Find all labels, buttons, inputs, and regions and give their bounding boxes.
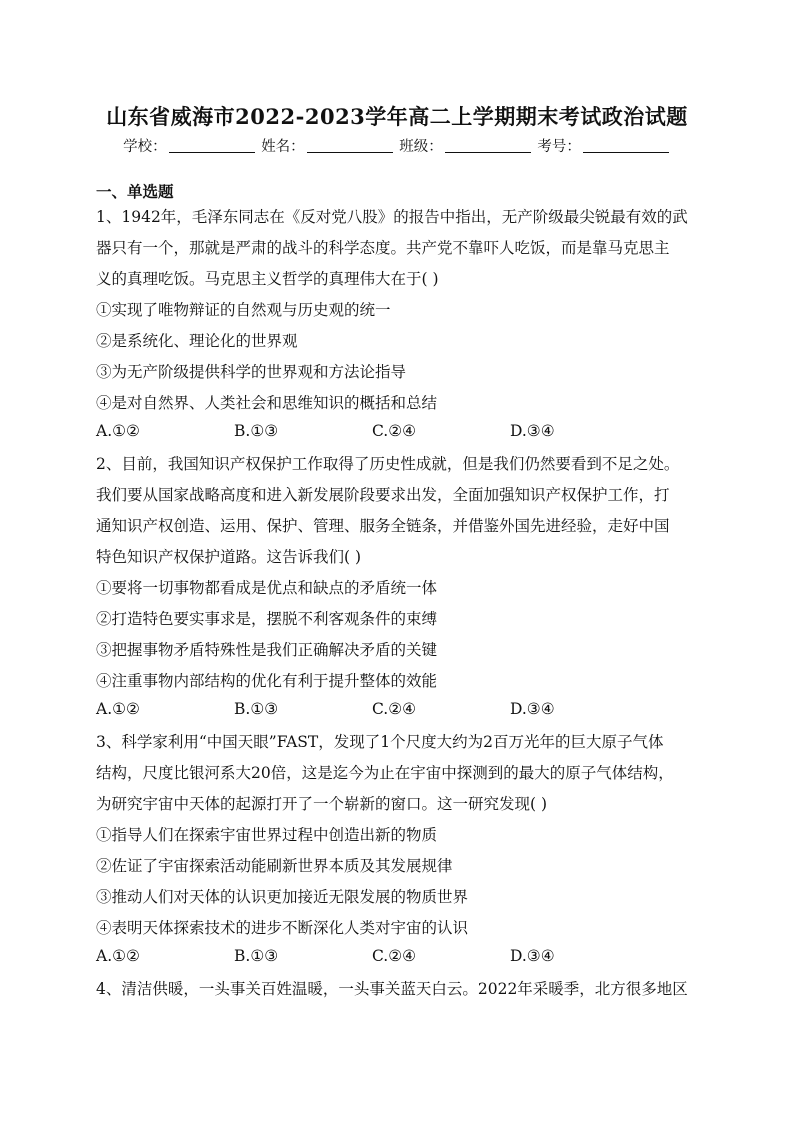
question-3-stem-line: 3、科学家利用“中国天眼”FAST，发现了1个尺度大约为2百万光年的巨大原子气体 <box>96 733 664 751</box>
option-d[interactable]: D.③④ <box>510 422 555 440</box>
option-a[interactable]: A.①② <box>96 700 140 718</box>
option-a[interactable]: A.①② <box>96 422 140 440</box>
exam-title: 山东省威海市2022-2023学年高二上学期期末考试政治试题 <box>106 104 688 129</box>
question-2-item: ④注重事物内部结构的优化有利于提升整体的效能 <box>96 672 438 690</box>
question-3-stem-line: 为研究宇宙中天体的起源打开了一个崭新的窗口。这一研究发现( ) <box>96 795 548 813</box>
school-blank[interactable] <box>169 138 255 153</box>
exam-number-blank[interactable] <box>583 138 669 153</box>
student-info-line <box>0 135 794 156</box>
question-1-item: ④是对自然界、人类社会和思维知识的概括和总结 <box>96 394 438 412</box>
option-b[interactable]: B.①③ <box>234 422 279 440</box>
question-3-item: ①指导人们在探索宇宙世界过程中创造出新的物质 <box>96 826 438 844</box>
question-1-stem-line: 器只有一个，那就是严肃的战斗的科学态度。共产党不靠吓人吃饭，而是靠马克思主 <box>96 239 670 257</box>
option-b[interactable]: B.①③ <box>234 700 279 718</box>
school-label: 学校： <box>123 139 167 155</box>
question-1-item: ②是系统化、理论化的世界观 <box>96 332 298 350</box>
option-c[interactable]: C.②④ <box>372 947 417 965</box>
exam-number-label: 考号： <box>537 139 581 155</box>
question-2-stem-line: 2、目前，我国知识产权保护工作取得了历史性成就，但是我们仍然要看到不足之处。 <box>96 455 680 473</box>
section-heading: 一、单选题 <box>96 182 174 201</box>
question-2-item: ②打造特色要实事求是，摆脱不利客观条件的束缚 <box>96 610 438 628</box>
name-label: 姓名： <box>261 139 305 155</box>
name-blank[interactable] <box>307 138 393 153</box>
question-3-stem-line: 结构，尺度比银河系大20倍，这是迄今为止在宇宙中探测到的最大的原子气体结构， <box>96 764 674 782</box>
class-blank[interactable] <box>445 138 531 153</box>
question-3-item: ②佐证了宇宙探索活动能刷新世界本质及其发展规律 <box>96 857 453 875</box>
question-1-stem-line: 义的真理吃饭。马克思主义哲学的真理伟大在于( ) <box>96 270 439 288</box>
question-1-item: ①实现了唯物辩证的自然观与历史观的统一 <box>96 301 391 319</box>
question-2-stem-line: 我们要从国家战略高度和进入新发展阶段要求出发，全面加强知识产权保护工作，打 <box>96 486 670 504</box>
question-3-item: ④表明天体探索技术的进步不断深化人类对宇宙的认识 <box>96 919 469 937</box>
option-d[interactable]: D.③④ <box>510 947 555 965</box>
question-1-stem-line: 1、1942年，毛泽东同志在《反对党八股》的报告中指出，无产阶级最尖锐最有效的武 <box>96 208 688 226</box>
question-2-item: ③把握事物矛盾特殊性是我们正确解决矛盾的关键 <box>96 641 438 659</box>
option-c[interactable]: C.②④ <box>372 422 417 440</box>
option-c[interactable]: C.②④ <box>372 700 417 718</box>
question-3-item: ③推动人们对天体的认识更加接近无限发展的物质世界 <box>96 888 469 906</box>
option-a[interactable]: A.①② <box>96 947 140 965</box>
question-2-stem-line: 特色知识产权保护道路。这告诉我们( ) <box>96 548 362 566</box>
option-b[interactable]: B.①③ <box>234 947 279 965</box>
question-1-item: ③为无产阶级提供科学的世界观和方法论指导 <box>96 363 407 381</box>
class-label: 班级： <box>399 139 443 155</box>
question-4-stem-line: 4、清洁供暖，一头事关百姓温暖，一头事关蓝天白云。2022年采暖季，北方很多地区 <box>96 980 688 998</box>
option-d[interactable]: D.③④ <box>510 700 555 718</box>
question-2-item: ①要将一切事物都看成是优点和缺点的矛盾统一体 <box>96 579 438 597</box>
question-2-stem-line: 通知识产权创造、运用、保护、管理、服务全链条，并借鉴外国先进经验，走好中国 <box>96 517 670 535</box>
